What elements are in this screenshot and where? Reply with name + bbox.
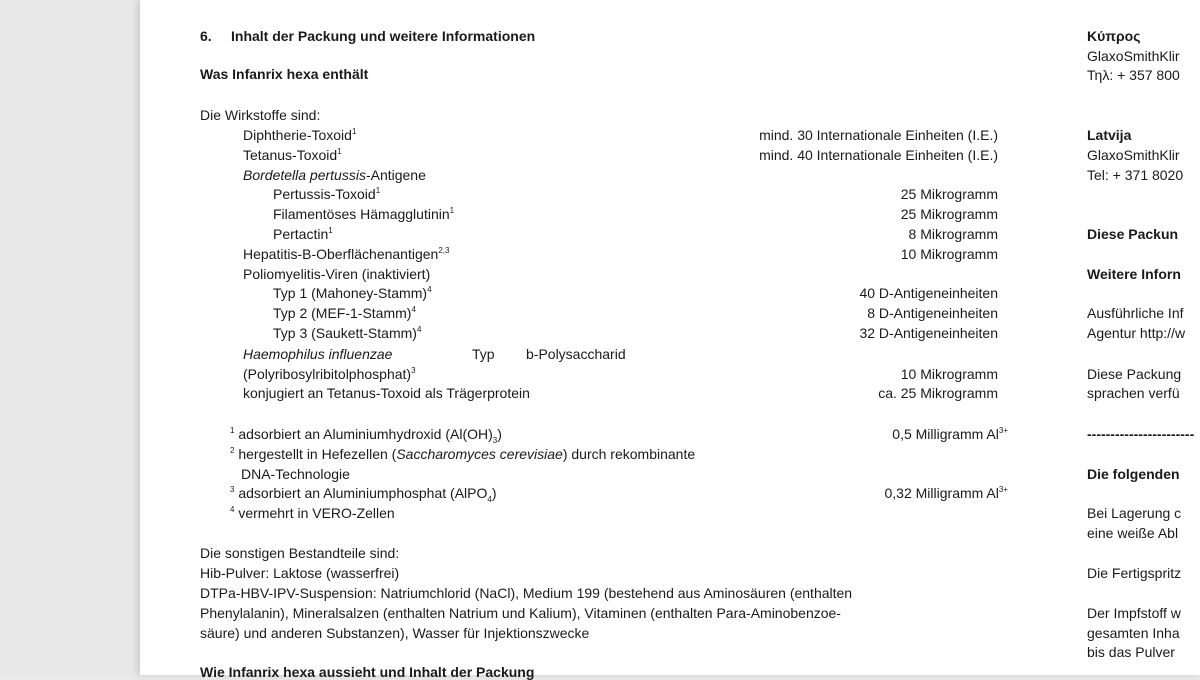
ingredient-label: (Polyribosylribitolphosphat)$^3$: [243, 366, 416, 382]
ingredient-label: Typ 1 (Mahoney-Stamm)$^4$: [273, 285, 432, 301]
ingredient-value: 10 Mikrogramm: [900, 366, 998, 382]
vaccine-line: bis das Pulver: [1087, 644, 1175, 660]
ingredient-label-part: b-Polysaccharid: [526, 346, 626, 362]
syringe-line: Die Fertigspritz: [1087, 565, 1182, 581]
footnote: $^4$ vermehrt in VERO-Zellen: [230, 505, 395, 521]
country-latvia-phone: Tel: + 371 8020: [1087, 167, 1184, 183]
other-dtpa-line: säure) und anderen Substanzen), Wasser für Injektionszwecke: [200, 625, 590, 641]
ingredient-group-label: Bordetella pertussis-Antigene: [243, 167, 426, 183]
ingredient-value: 32 D-Antigeneinheiten: [859, 325, 998, 341]
footnote-value: 0,5 Milligramm $Al^{3+}$: [892, 426, 1008, 442]
revised-heading: Diese Packun: [1087, 226, 1179, 242]
storage-line: eine weiße Abl: [1087, 525, 1179, 541]
ingredient-value: ca. 25 Mikrogramm: [878, 385, 998, 401]
other-dtpa-line: DTPa-HBV-IPV-Suspension: Natriumchlorid (NaCl), Medium 199 (bestehend aus Aminosäuren (enthalten: [200, 585, 853, 601]
ingredient-group-label: Poliomyelitis-Viren (inaktiviert): [243, 266, 431, 282]
other-dtpa-line: Phenylalanin), Mineralsalzen (enthalten Natrium und Kalium), Vitaminen (enthalten Para-Aminobenzoe-: [200, 605, 841, 621]
ingredient-label: Pertactin$^1$: [273, 226, 333, 242]
languages-line: sprachen verfü: [1087, 385, 1180, 401]
country-cyprus-title: Κύπρος: [1087, 28, 1141, 44]
ingredient-label-part: Haemophilus influenzae: [243, 346, 393, 362]
following-heading: Die folgenden: [1087, 466, 1180, 482]
detail-line: Agentur http://w: [1087, 325, 1186, 341]
vaccine-line: Der Impfstoff w: [1087, 605, 1181, 621]
country-latvia-title: Latvija: [1087, 127, 1132, 143]
ingredient-value: 10 Mikrogramm: [900, 246, 998, 262]
more-info-heading: Weitere Inforn: [1087, 266, 1181, 282]
storage-line: Bei Lagerung c: [1087, 505, 1182, 521]
document-page[interactable]: [140, 0, 1200, 680]
ingredient-label: Pertussis-Toxoid$^1$: [273, 186, 381, 202]
footnote: $^3$ adsorbiert an Aluminiumphosphat (AlPO$_4$): [230, 485, 497, 504]
country-cyprus-company: GlaxoSmithKlir: [1087, 48, 1180, 64]
ingredient-label: Hepatitis-B-Oberflächenantigen$^{2,3}$: [243, 246, 450, 262]
subheading: Was Infanrix hexa enthält: [200, 66, 369, 82]
ingredient-value: mind. 30 Internationale Einheiten (I.E.): [759, 127, 998, 143]
country-latvia-company: GlaxoSmithKlir: [1087, 147, 1180, 163]
ingredient-label: Filamentöses Hämagglutinin$^1$: [273, 206, 455, 222]
detail-line: Ausführliche Inf: [1087, 305, 1184, 321]
ingredient-value: 8 D-Antigeneinheiten: [867, 305, 998, 321]
footnote: $^1$ adsorbiert an Aluminiumhydroxid $(Al(OH)_3)$: [230, 426, 502, 445]
ingredient-label: Typ 2 (MEF-1-Stamm)$^4$: [273, 305, 416, 321]
other-hib: Hib-Pulver: Laktose (wasserfrei): [200, 565, 400, 581]
actives-intro: Die Wirkstoffe sind:: [200, 107, 321, 123]
separator-line: -----------------------: [1087, 426, 1195, 442]
footnote-value: 0,32 Milligramm $Al^{3+}$: [884, 485, 1008, 501]
ingredient-value: mind. 40 Internationale Einheiten (I.E.): [759, 147, 998, 163]
vaccine-line: gesamten Inha: [1087, 625, 1180, 641]
section-title: Inhalt der Packung und weitere Informationen: [231, 28, 536, 44]
ingredient-value: 8 Mikrogramm: [908, 226, 998, 242]
country-cyprus-phone: Τηλ: + 357 800: [1087, 67, 1180, 83]
footnote: $^2$ hergestellt in Hefezellen (Saccharomyces cerevisiae) durch rekombinante: [230, 446, 696, 462]
section-number: 6.: [200, 28, 212, 44]
ingredient-label-part: Typ: [472, 346, 495, 362]
ingredient-label: konjugiert an Tetanus-Toxoid als Trägerprotein: [243, 385, 530, 401]
ingredient-label: Tetanus-Toxoid$^1$: [243, 147, 342, 163]
ingredient-label: Diphtherie-Toxoid$^1$: [243, 127, 357, 143]
other-intro: Die sonstigen Bestandteile sind:: [200, 545, 400, 561]
ingredient-value: 25 Mikrogramm: [900, 186, 998, 202]
ingredient-label: Typ 3 (Saukett-Stamm)$^4$: [273, 325, 422, 341]
next-heading: Wie Infanrix hexa aussieht und Inhalt der Packung: [200, 664, 535, 680]
footnote-continuation: DNA-Technologie: [241, 466, 350, 482]
ingredient-value: 25 Mikrogramm: [900, 206, 998, 222]
languages-line: Diese Packung: [1087, 366, 1182, 382]
ingredient-value: 40 D-Antigeneinheiten: [859, 285, 998, 301]
viewer-background: [0, 0, 140, 675]
